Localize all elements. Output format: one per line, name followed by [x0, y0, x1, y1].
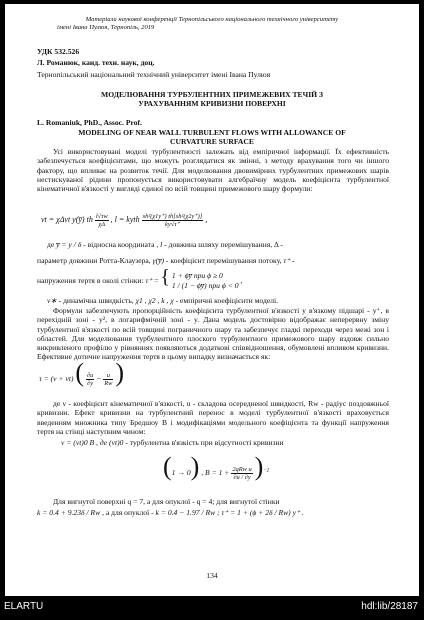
formula-tau-eff: τ = (ν + νt) ( $\frac{\partial u}{\partial y}$ − $\frac{u}{Rw}$ ) — [39, 358, 124, 387]
definition-line3: v∗ - динамічна швидкість, χ1 , χ2 , k , χ - емпіричні коефіцієнти моделі. — [47, 296, 279, 305]
formula-nu-t: νt = χΔνt y(y̅) th $\frac{l√\tau w}{\chi\Delta}$ , l = kyth $\frac{\text{sh²(χ1y⁺) th[sh²(χ2y⁺)]}}{ky√\tau^+}$ , — [41, 212, 208, 228]
conference-header-line2: імені Івана Пулюя, Тернопіль, 2019 — [57, 24, 155, 31]
title-ua-line1: МОДЕЛЮВАННЯ ТУРБУЛЕНТНИХ ПРИМЕЖЕВИХ ТЕЧІЙ З — [101, 90, 323, 99]
author-ua: Л. Романюк, канд. техн. наук, доц. — [37, 58, 155, 67]
paragraph-intro: Усі використовувані моделі турбулентності залежать від емпіричної інформації. Їх ефективність забезпечується коефіцієнтами, що можуть розглядатися як змінні, з методу врахування того чи іншого фактору, що впливає на розвиток течії. Для моделювання двовимірних турбулентних примежових шарів нестискуваної рідини пропонується використовувати алгебраїчну модель коефіцієнта турбулентної кінематичної в'язкості у вигляді єдиної по всій товщині примежового шару формули: — [37, 147, 389, 194]
formula-b-factor: (1 → 0) , B = 1 + $\frac{\text{2qRw u}}{\partial u / \partial y}$ )$^{-2}$ — [163, 452, 270, 481]
page-number: 134 — [206, 571, 218, 580]
conference-header-line1: Матеріали наукової конференції Тернопільського національного технічного університету — [85, 16, 339, 23]
udc-code: УДК 532.526 — [37, 47, 80, 56]
paragraph-curvature: де ν - коефіцієнт кінематичної в'язкості, u - складова осередненої швидкості, Rw - радіус поздовжньої кривизни. Ефект кривизни на турбулентний перенос в моделі турбулентної в'язкості враховується введенням множника типу Бредшоу B і модифікаціями модельного коефіцієнта та функції напруження тертя на стінці наступним чином: — [37, 399, 389, 436]
document-page — [5, 4, 419, 596]
definition-line1: де y̅ = y / δ - відносна координата , l - довжина шляху перемішування, Δ - — [47, 240, 283, 249]
paragraph-q: Для вигнутої поверхні q = 7, а для опуклої - q = 4; для вигнутої стінки — [53, 497, 280, 506]
paragraph-model: Формули забезпечують пропорційність коефіцієнта турбулентної в'язкості у в'язкому підшарі - y⁺, в перехідній зоні - y², в логарифмічній зоні - y. Дана модель достовірно відображає неперервну зміну турбулентної в'язкості по всій товщині пограничного шару та забезпечує гладкі переходи через межі зон і областей. Для моделювання турбулентного плоского турбулентного примежового шару вздовж сильно викривленого профілю у рівняннях появляються додаткові співвідношення, обумовлені впливом кривизни. Ефективне дотичне напруження тертя в цьому випадку визначається як: — [37, 306, 389, 362]
title-ua-line2: УРАХУВАННЯМ КРИВИЗНИ ПОВЕРХНІ — [138, 99, 286, 108]
footer-handle-link[interactable]: hdl:lib/28187 — [361, 601, 418, 612]
formula-k: k = 0.4 + 9.23δ / Rw , а для опуклої - k = 0.4 − 1.97 / Rw ; τ⁺ = 1 + (ϕ + 2δ / Rw) y⁺ . — [37, 508, 304, 517]
title-en-line1: MODELING OF NEAR WALL TURBULENT FLOWS WITH ALLOWANCE OF — [78, 128, 346, 137]
definition-line2: параметр довжини Ротта-Клаузера, γ(y̅) - коефіцієнт перемішування потоку, τ⁺ - — [37, 256, 295, 265]
footer-source-label: ELARTU — [4, 601, 44, 612]
author-en: L. Romaniuk, PhD., Assoc. Prof. — [37, 118, 142, 127]
formula-nu-b: ν = (νt)0 B , де (νt)0 - турбулентна в'язкість при відсутності кривизни — [61, 438, 284, 447]
affiliation: Тернопільський національний технічний університет імені Івана Пулюя — [37, 70, 271, 79]
formula-tau-plus: напруження тертя в околі стінки: τ⁺ = { 1 + ϕy̅ при ϕ ≥ 0 1 / (1 − ϕy̅) при ϕ < 0 , — [37, 266, 243, 291]
title-en-line2: CURVATURE SURFACE — [170, 137, 254, 146]
